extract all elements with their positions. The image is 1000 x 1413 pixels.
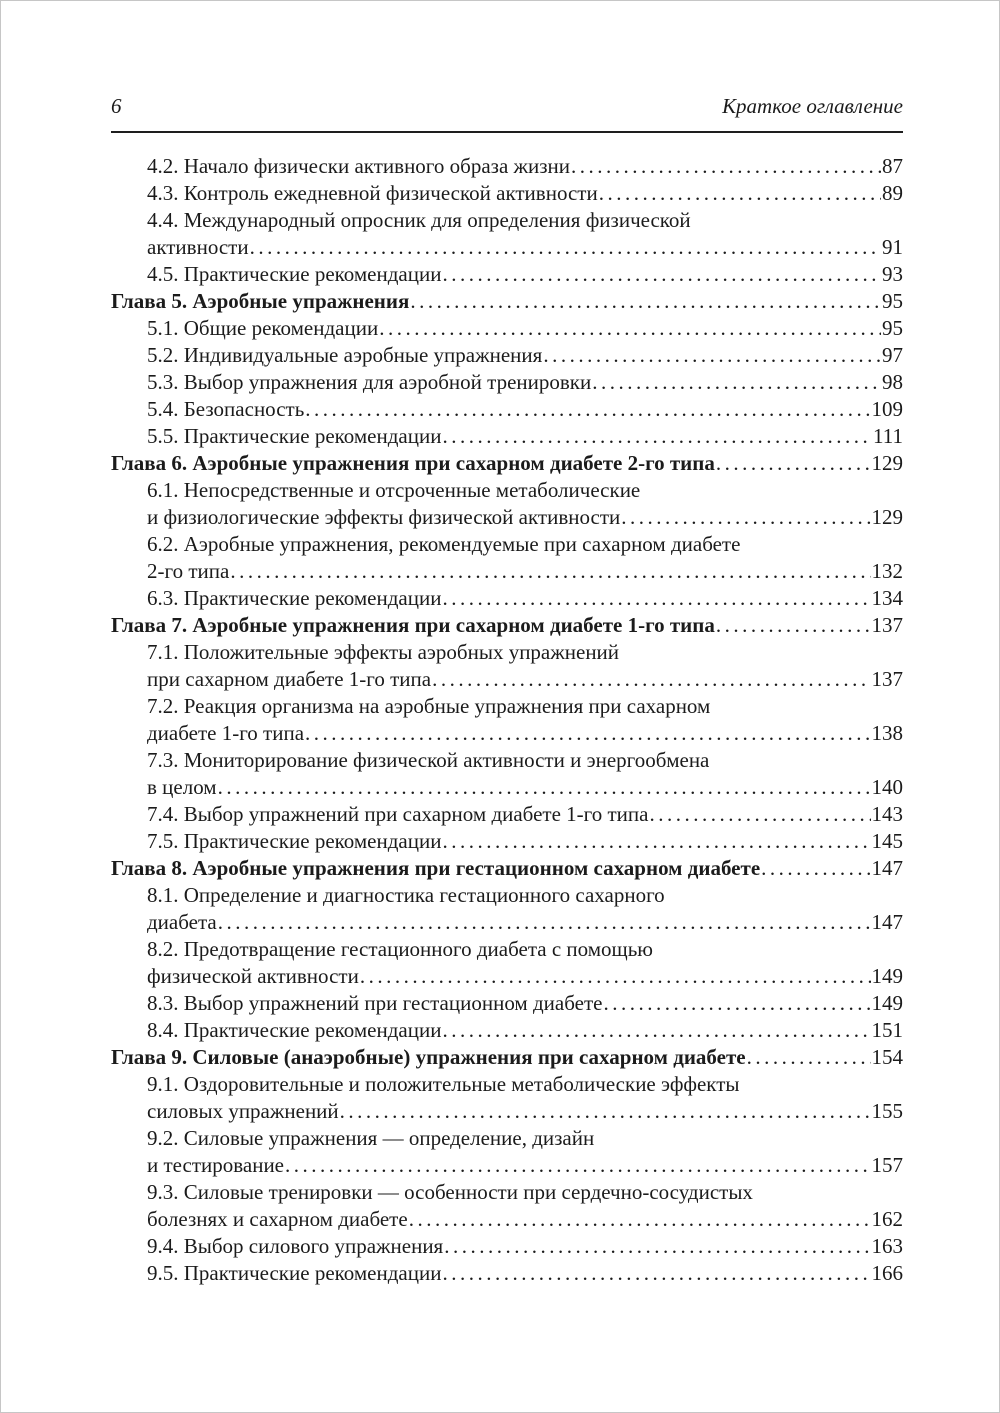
dot-leader (747, 1044, 871, 1071)
toc-entry-text: Глава 8. Аэробные упражнения при гестационном сахарном диабете (111, 856, 761, 880)
toc-page-number: 95 (882, 316, 903, 340)
toc-page-number: 89 (882, 181, 903, 205)
dot-leader (442, 1017, 870, 1044)
dot-leader (250, 234, 881, 261)
toc-entry-line (111, 180, 903, 207)
toc-page-number: 155 (871, 1099, 903, 1123)
toc-entry-line (111, 1071, 903, 1098)
toc-page-number: 111 (873, 424, 903, 448)
toc-entry-line (111, 1206, 903, 1233)
dot-leader (409, 1206, 871, 1233)
toc-page-number: 147 (871, 856, 903, 880)
toc-entry-text: 4.5. Практические рекомендации (147, 262, 442, 286)
toc-entry-line (111, 882, 903, 909)
toc-entry-line (111, 693, 903, 720)
toc-entry-line (111, 315, 903, 342)
dot-leader (442, 1260, 870, 1287)
toc-entry-line (111, 720, 903, 747)
toc-page-number: 163 (871, 1234, 903, 1258)
toc-entry-line (111, 504, 903, 531)
toc-entry-line (111, 1152, 903, 1179)
running-head (111, 93, 903, 119)
toc-entry-text: 4.3. Контроль ежедневной физической активности (147, 181, 598, 205)
toc-entry-text: болезнях и сахарном диабете (147, 1207, 408, 1231)
toc-entry-line (111, 261, 903, 288)
toc-entry-line (111, 423, 903, 450)
dot-leader (442, 828, 870, 855)
toc-page-number: 149 (871, 991, 903, 1015)
dot-leader (218, 909, 871, 936)
toc-entry-text: Глава 7. Аэробные упражнения при сахарном диабете 1-го типа (111, 613, 715, 637)
folio-page-number: 6 (111, 94, 122, 118)
dot-leader (379, 315, 881, 342)
toc-page-number: 143 (871, 802, 903, 826)
toc-entry-line (111, 1098, 903, 1125)
toc-entry-line (111, 396, 903, 423)
toc-entry-text: 4.4. Международный опросник для определения физической (147, 208, 691, 232)
dot-leader (621, 504, 870, 531)
toc-entry-text: 6.1. Непосредственные и отсроченные метаболические (147, 478, 641, 502)
toc-entry-line (111, 558, 903, 585)
toc-entry-text: при сахарном диабете 1-го типа (147, 667, 432, 691)
dot-leader (410, 288, 881, 315)
toc-entry-line (111, 639, 903, 666)
dot-leader (285, 1152, 870, 1179)
toc-entry-line (111, 585, 903, 612)
toc-entry-text: 6.2. Аэробные упражнения, рекомендуемые при сахарном диабете (147, 532, 741, 556)
dot-leader (442, 423, 872, 450)
toc-chapter-line (111, 1044, 903, 1071)
toc-page-number: 149 (871, 964, 903, 988)
toc-entry-text: 9.2. Силовые упражнения — определение, дизайн (147, 1126, 595, 1150)
toc-chapter-line (111, 612, 903, 639)
dot-leader (649, 801, 870, 828)
toc-page-number: 134 (871, 586, 903, 610)
toc-entry-text: Глава 6. Аэробные упражнения при сахарном диабете 2-го типа (111, 451, 715, 475)
toc-page-number: 162 (871, 1207, 903, 1231)
toc-entry-line (111, 477, 903, 504)
toc-entry-text: 9.4. Выбор силового упражнения (147, 1234, 444, 1258)
toc-entry-text: диабета (147, 910, 217, 934)
toc-chapter-line (111, 855, 903, 882)
toc-entry-text: 7.1. Положительные эффекты аэробных упражнений (147, 640, 620, 664)
dot-leader (432, 666, 870, 693)
toc-entry-line (111, 369, 903, 396)
toc-entry-line (111, 666, 903, 693)
toc-entry-line (111, 909, 903, 936)
toc-page-number: 97 (882, 343, 903, 367)
toc-entry-text: 5.3. Выбор упражнения для аэробной тренировки (147, 370, 592, 394)
toc-page-number: 132 (871, 559, 903, 583)
dot-leader (442, 261, 881, 288)
toc-entry-line (111, 1017, 903, 1044)
running-title: Краткое оглавление (722, 94, 903, 118)
dot-leader (305, 396, 870, 423)
toc-entry-text: 5.2. Индивидуальные аэробные упражнения (147, 343, 543, 367)
toc-entry-text: 5.1. Общие рекомендации (147, 316, 379, 340)
toc-page-number: 154 (871, 1045, 903, 1069)
toc-page-number: 166 (871, 1261, 903, 1285)
toc-page-number: 95 (882, 289, 903, 313)
toc-entry-line (111, 936, 903, 963)
dot-leader (571, 153, 881, 180)
dot-leader (716, 450, 871, 477)
toc-entry-text: Глава 9. Силовые (анаэробные) упражнения при сахарном диабете (111, 1045, 746, 1069)
dot-leader (592, 369, 881, 396)
toc-entry-line (111, 342, 903, 369)
dot-leader (603, 990, 870, 1017)
toc-page-number: 93 (882, 262, 903, 286)
toc-entry-text: 2-го типа (147, 559, 230, 583)
toc-entry-text: 8.3. Выбор упражнений при гестационном диабете (147, 991, 603, 1015)
dot-leader (340, 1098, 871, 1125)
toc-entry-line (111, 747, 903, 774)
toc-page-number: 129 (871, 505, 903, 529)
toc-entry-line (111, 828, 903, 855)
dot-leader (230, 558, 870, 585)
dot-leader (716, 612, 871, 639)
toc-entry-text: 4.2. Начало физически активного образа жизни (147, 154, 571, 178)
toc-page-number: 138 (871, 721, 903, 745)
toc-entry-line (111, 1179, 903, 1206)
toc-entry-line (111, 531, 903, 558)
toc-page-number: 145 (871, 829, 903, 853)
toc-entry-text: 5.5. Практические рекомендации (147, 424, 442, 448)
toc-entry-text: и тестирование (147, 1153, 285, 1177)
toc-entry-text: и физиологические эффекты физической активности (147, 505, 621, 529)
toc-page-number: 87 (882, 154, 903, 178)
toc-entry-text: физической активности (147, 964, 359, 988)
toc-entry-text: Глава 5. Аэробные упражнения (111, 289, 410, 313)
toc-entry-line (111, 963, 903, 990)
toc-page-number: 91 (882, 235, 903, 259)
toc-entry-text: 7.2. Реакция организма на аэробные упражнения при сахарном (147, 694, 711, 718)
toc-entry-line (111, 1260, 903, 1287)
toc-entry-text: 9.3. Силовые тренировки — особенности при сердечно-сосудистых (147, 1180, 753, 1204)
toc-page-number: 147 (871, 910, 903, 934)
toc-entry-text: 7.4. Выбор упражнений при сахарном диабете 1-го типа (147, 802, 649, 826)
toc-entry-text: активности (147, 235, 249, 259)
toc-entry-line (111, 1125, 903, 1152)
dot-leader (444, 1233, 870, 1260)
dot-leader (543, 342, 881, 369)
header-rule (111, 131, 903, 133)
toc-entry-text: 9.1. Оздоровительные и положительные метаболические эффекты (147, 1072, 740, 1096)
toc-chapter-line (111, 450, 903, 477)
toc-entry-line (111, 1233, 903, 1260)
toc-entry-line (111, 234, 903, 261)
toc-entry-line (111, 207, 903, 234)
dot-leader (442, 585, 870, 612)
toc-chapter-line (111, 288, 903, 315)
dot-leader (218, 774, 871, 801)
dot-leader (599, 180, 881, 207)
toc-page-number: 137 (871, 667, 903, 691)
toc-page-number: 151 (871, 1018, 903, 1042)
toc-entry-text: силовых упражнений (147, 1099, 339, 1123)
toc-entry-line (111, 990, 903, 1017)
dot-leader (761, 855, 870, 882)
dot-leader (360, 963, 871, 990)
toc-page-number: 140 (871, 775, 903, 799)
toc-entry-text: 8.2. Предотвращение гестационного диабета с помощью (147, 937, 653, 961)
toc-entry-text: 5.4. Безопасность (147, 397, 305, 421)
toc-page-number: 157 (871, 1153, 903, 1177)
toc-entry-line (111, 801, 903, 828)
toc-page-number: 98 (882, 370, 903, 394)
toc-entry-text: 8.1. Определение и диагностика гестационного сахарного (147, 883, 665, 907)
toc-entry-text: 7.5. Практические рекомендации (147, 829, 442, 853)
toc-entry-line (111, 774, 903, 801)
toc-page-number: 129 (871, 451, 903, 475)
toc-entry-text: 7.3. Мониторирование физической активности и энергообмена (147, 748, 710, 772)
dot-leader (305, 720, 870, 747)
toc-entry-line (111, 153, 903, 180)
toc-entry-text: в целом (147, 775, 217, 799)
toc-entry-text: 6.3. Практические рекомендации (147, 586, 442, 610)
toc-list (111, 153, 903, 1287)
toc-entry-text: 8.4. Практические рекомендации (147, 1018, 442, 1042)
toc-entry-text: 9.5. Практические рекомендации (147, 1261, 442, 1285)
toc-page-number: 137 (871, 613, 903, 637)
toc-page-number: 109 (871, 397, 903, 421)
toc-entry-text: диабете 1-го типа (147, 721, 305, 745)
page-content (1, 1, 999, 1287)
